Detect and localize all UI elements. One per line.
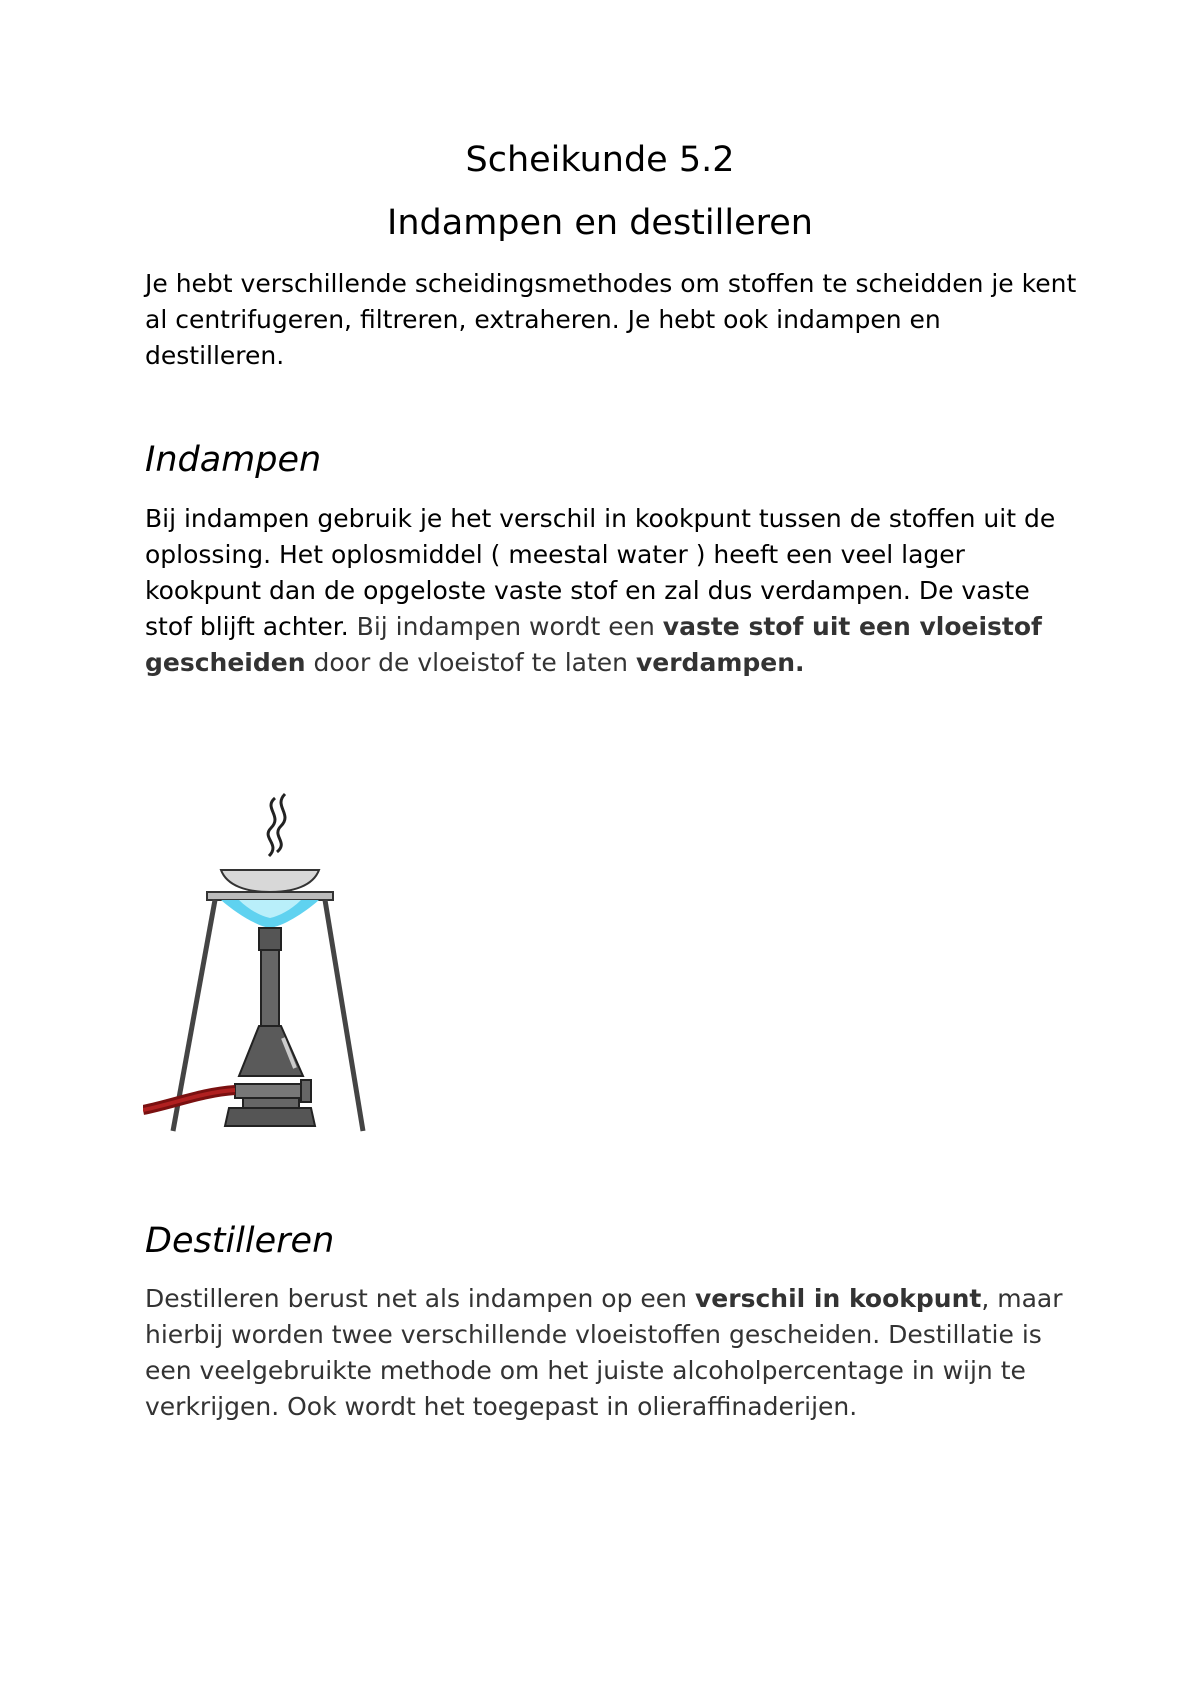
destilleren-bold: verschil in kookpunt — [694, 1284, 982, 1313]
indampen-text-2: Bij indampen wordt een — [348, 612, 663, 641]
indampen-bold-1: vaste stof uit een vloeistof gescheiden — [145, 612, 1042, 677]
page-subtitle: Indampen en destilleren — [387, 203, 813, 243]
destilleren-text-2: , maar hierbij worden twee verschillende vloeistoffen gescheiden. Destillatie is een veelgebruikte methode om het juiste alcoholpercentage in wijn te verkrijgen. Ook wordt het toegepast in olieraffinaderijen. — [145, 1284, 1063, 1421]
indampen-text: Bij indampen gebruik je het verschil in kookpunt tussen de stoffen uit de oplossing. Het oplosmiddel ( meestal water ) heeft een veel lager kookpunt dan de opgeloste vaste stof en zal dus verdampen. De vaste stof blijft achter. — [145, 504, 1056, 641]
bunsen-burner-illustration — [143, 786, 371, 1138]
destilleren-text: Destilleren berust net als indampen op een — [145, 1284, 695, 1313]
indampen-paragraph — [145, 501, 1080, 681]
page-title: Scheikunde 5.2 — [465, 140, 735, 180]
destilleren-paragraph — [145, 1281, 1080, 1425]
indampen-bold-2: verdampen. — [635, 648, 805, 677]
section-heading-indampen: Indampen — [145, 440, 322, 480]
intro-paragraph: Je hebt verschillende scheidingsmethodes om stoffen te scheidden je kent al centrifugeren, filtreren, extraheren. Je hebt ook indampen en destilleren. — [145, 269, 1077, 370]
indampen-text-3: door de vloeistof te laten — [305, 648, 636, 677]
section-heading-destilleren: Destilleren — [145, 1221, 335, 1261]
